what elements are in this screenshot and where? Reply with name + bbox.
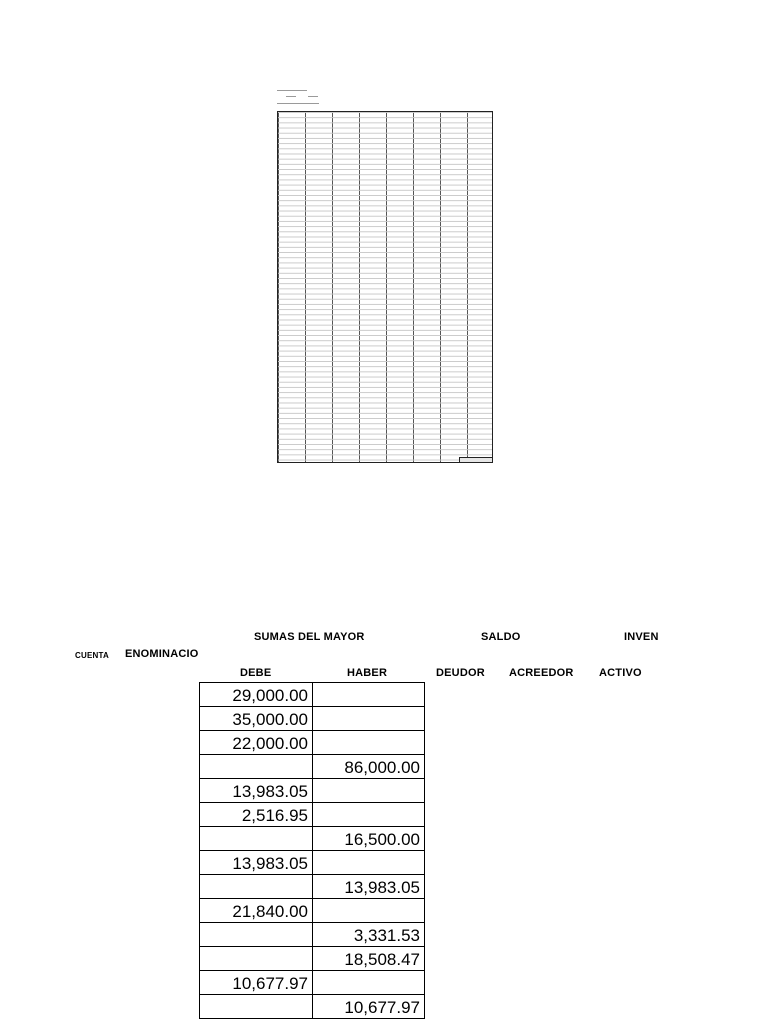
thumbnail-title-line	[277, 90, 307, 91]
table-row	[200, 707, 425, 731]
table-row	[200, 803, 425, 827]
table-row	[200, 923, 425, 947]
thumbnail-subtitle-line	[286, 96, 296, 97]
saldo-header: SALDO	[481, 631, 521, 643]
deudor-header: DEUDOR	[436, 667, 485, 679]
denominacion-header: ENOMINACIO	[125, 648, 199, 660]
table-row	[200, 947, 425, 971]
haber-cell[interactable]	[313, 803, 425, 827]
haber-cell[interactable]	[313, 971, 425, 995]
debe-cell[interactable]: 22,000.00	[200, 731, 313, 755]
debe-cell[interactable]: 35,000.00	[200, 707, 313, 731]
haber-cell[interactable]: 86,000.00	[313, 755, 425, 779]
activo-header: ACTIVO	[599, 667, 642, 679]
debe-header: DEBE	[240, 667, 272, 679]
debe-cell[interactable]	[200, 995, 313, 1019]
table-row	[200, 851, 425, 875]
sumas-del-mayor-header: SUMAS DEL MAYOR	[254, 631, 365, 643]
inventario-header: INVEN	[624, 631, 659, 643]
haber-cell[interactable]: 3,331.53	[313, 923, 425, 947]
haber-cell[interactable]	[313, 707, 425, 731]
table-row	[200, 875, 425, 899]
haber-cell[interactable]: 16,500.00	[313, 827, 425, 851]
thumbnail-caption-line	[277, 103, 319, 104]
table-row	[200, 827, 425, 851]
sumas-table-body	[200, 683, 425, 1019]
cuenta-header: CUENTA	[75, 651, 109, 660]
debe-cell[interactable]	[200, 827, 313, 851]
table-row	[200, 755, 425, 779]
haber-cell[interactable]: 10,677.97	[313, 995, 425, 1019]
haber-cell[interactable]	[313, 899, 425, 923]
table-row	[200, 683, 425, 707]
debe-cell[interactable]: 29,000.00	[200, 683, 313, 707]
haber-cell[interactable]	[313, 851, 425, 875]
debe-cell[interactable]: 10,677.97	[200, 971, 313, 995]
table-row	[200, 779, 425, 803]
thumbnail-total-cell	[459, 457, 493, 463]
haber-cell[interactable]	[313, 683, 425, 707]
sumas-del-mayor-table	[199, 682, 425, 1019]
acreedor-header: ACREEDOR	[509, 667, 574, 679]
debe-cell[interactable]: 13,983.05	[200, 779, 313, 803]
debe-cell[interactable]	[200, 875, 313, 899]
haber-cell[interactable]	[313, 779, 425, 803]
thumbnail-subtitle-line	[308, 96, 318, 97]
thumbnail-table	[277, 111, 493, 463]
debe-cell[interactable]: 2,516.95	[200, 803, 313, 827]
table-row	[200, 899, 425, 923]
debe-cell[interactable]: 13,983.05	[200, 851, 313, 875]
debe-cell[interactable]	[200, 947, 313, 971]
table-row	[200, 731, 425, 755]
haber-cell[interactable]	[313, 731, 425, 755]
journal-thumbnail	[276, 86, 494, 464]
haber-header: HABER	[347, 667, 388, 679]
table-row	[200, 995, 425, 1019]
thumbnail-header	[276, 86, 494, 110]
haber-cell[interactable]: 13,983.05	[313, 875, 425, 899]
debe-cell[interactable]	[200, 923, 313, 947]
haber-cell[interactable]: 18,508.47	[313, 947, 425, 971]
table-row	[200, 971, 425, 995]
debe-cell[interactable]: 21,840.00	[200, 899, 313, 923]
debe-cell[interactable]	[200, 755, 313, 779]
